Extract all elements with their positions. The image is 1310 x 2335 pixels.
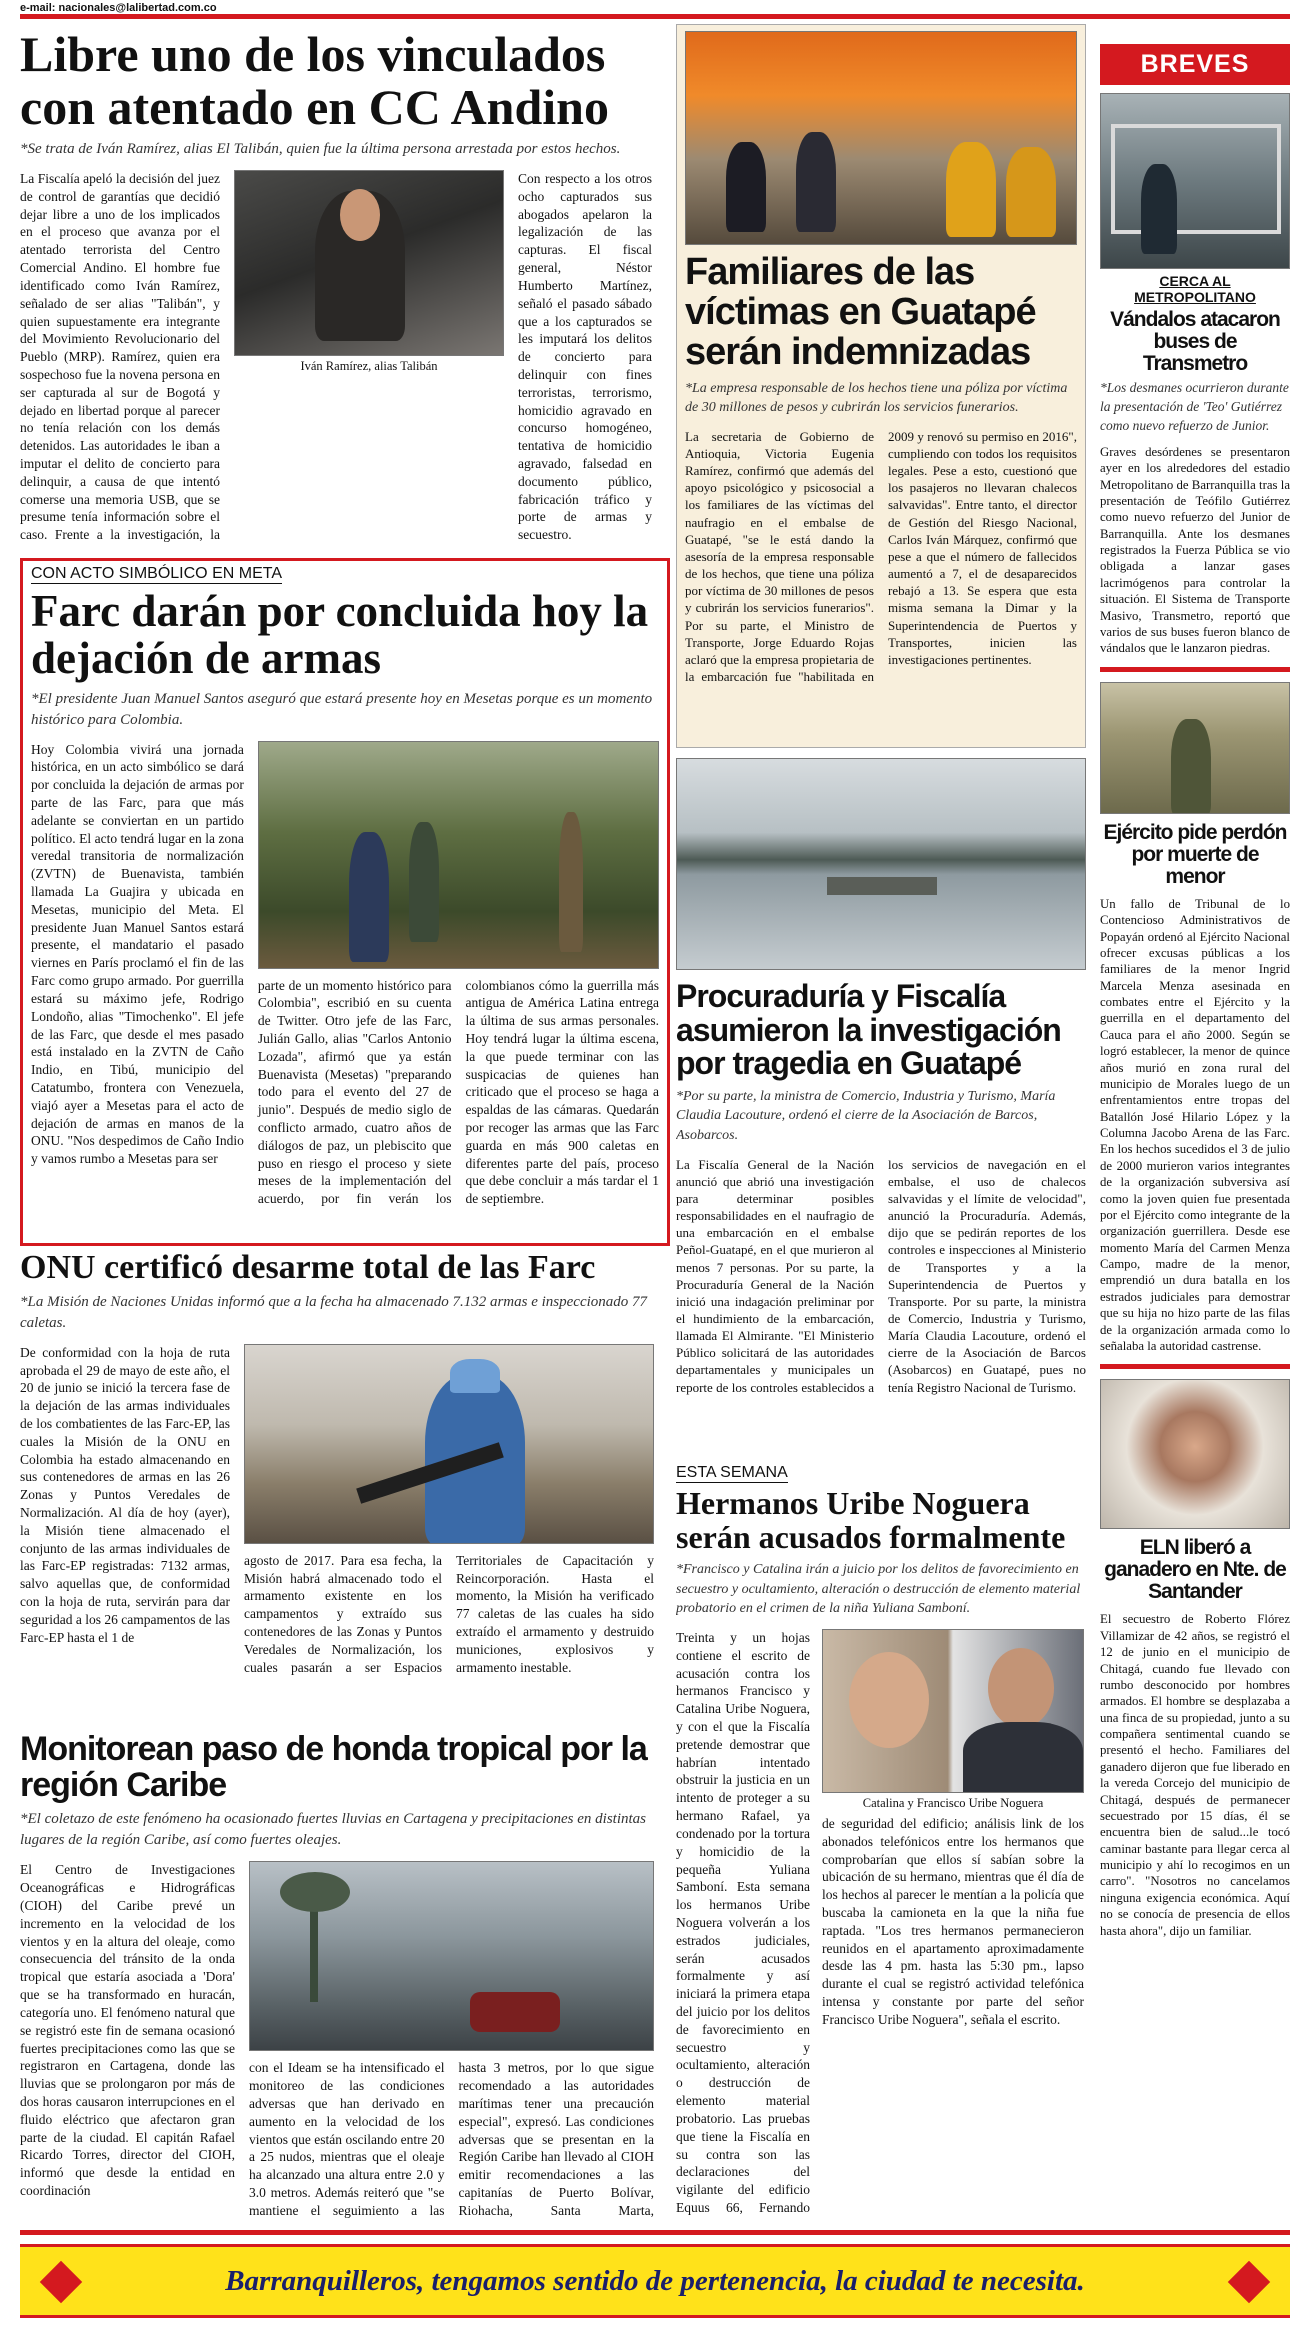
breves-divider	[1100, 667, 1290, 672]
story-lead: *La Misión de Naciones Unidas informó que a la fecha ha almacenado 7.132 armas e inspeccionado 77 caletas.	[20, 1293, 648, 1331]
story-body: La Fiscalía apeló la decisión del juez de control de garantías que decidió dejar libre a uno de los implicados en el proceso que avanza por el atentado terrorista del Centro Comercial Andino. El hombre fue identificado como Iván Ramírez, señalado de ser alias "Talibán", y quien supuestamente era integrante del Movimiento Revolucionario del Pueblo (MRP). Ramírez, quien era sospechoso fue la novena persona en ser capturada al sur de Bogotá y dejado en libertad porque al parecer no tenía relación con los demás detenidos. Las autoridades le iban a imputar el delito de concierto para delinquir, a causa de que intentó comerse una memoria USB, que se presume tenía información sobre el caso. Frente a la investigación, la	[20, 171, 220, 543]
story-lead: *Por su parte, la ministra de Comercio, Industria y Turismo, María Claudia Lacouture, ordenó el cierre de la Asociación de Barcos, Asobarcos.	[676, 1088, 1056, 1143]
story-uribe-noguera	[676, 1464, 1086, 2218]
photo-released-rancher	[1100, 1379, 1290, 1529]
breve-body: Un fallo de Tribunal de lo Contencioso Administrativos de Popayán ordenó al Ejército Nacional ofrecer excusas públicas a los familiares de la menor Ingrid Marcela Menza asesinada en combates entre el Ejército y la guerrilla en el departamento del Cauca para el año 2000. Según se logró establecer, la menor de quince años murió en zona rural del municipio de Morales luego de un enfrentamientos entre tropas del Batallón José Hilario López y la Columna Jacobo Arena de las Farc. En los hechos sucedidos el 3 de julio de 2000 murieron varios integrantes de la organización subversiva así como la joven quien fue presentada por el Ejército como integrante de la organización guerrillera. Desde ese momento María del Carmen Menza Campo, madre de la menor, emprendió un dura batalla en los estrados judiciales para demostrar que su hija no hizo parte de las filas de la organización armada como lo señalaba la autoridad castrense.	[1100, 896, 1290, 1353]
photo-transmetro-bus	[1100, 93, 1290, 269]
story-lead: *Francisco y Catalina irán a juicio por los delitos de favorecimiento en secuestro y ocultamiento, alteración o destrucción de elemento material probatorio en el crimen de la niña Yuliana Samboní.	[676, 1562, 1081, 1617]
story-body: De conformidad con la hoja de ruta aprobada el 29 de mayo de este año, el 20 de junio se inició la tercera fase de la dejación de las armas individuales de los combatientes de las Farc-EP, las cuales la Misión de la ONU en Colombia ha estado almacenando en sus contenedores de armas en las 26 Zonas y Puntos Veredales de Normalización. Al día de hoy (ayer), la Misión tiene almacenado el conjunto de las armas individuales de las Farc-EP registradas: 7132 armas, salvo aquellas que, de conformidad con la hoja de ruta, servirán para dar seguridad a los 26 campamentos de las Farc-EP hasta el 1 de	[20, 1344, 230, 1645]
story-body-continued: con el Ideam se ha intensificado el monitoreo de las condiciones adversas que han derivado en aumento en la velocidad de los vientos que están oscilando entre 20 a 25 nudos, mientras que el oleaje ha alcanzado una altura entre 2.0 y 3.0 metros. Además reiteró que "se mantiene el seguimiento a las hasta 3 metros, por lo que sigue recomendado a las autoridades marítimas tener una precaución especial", expresó. Las condiciones adversas que se presentan en la Región Caribe han llevado al CIOH emitir recomendaciones a las capitanías de Puerto Bolívar, Riohacha, Santa Marta,	[249, 2060, 654, 2218]
story-procuraduria-fiscalia	[676, 758, 1086, 1458]
story-body: Treinta y un hojas contiene el escrito de acusación contra los hermanos Francisco y Catalina Uribe Noguera, y con el que la Fiscalía pretende demostrar que habrían intentado obstruir la justicia en un intento de proteger a su hermano Rafael, ya condenado por la tortura y homicidio de la pequeña Yuliana Samboní. Esta semana los hermanos Uribe Noguera volverán a los estrados judiciales, serán acusados formalmente y así iniciará la primera etapa del juicio por los delitos de favorecimiento en secuestro y ocultamiento, alteración o destrucción de elemento material probatorio. Las pruebas que tiene la Fiscalía en su contra son las declaraciones del vigilante del edificio Equus 66, Fernando	[676, 1629, 810, 2215]
story-body-continued: Con respecto a los otros ocho capturados sus abogados apelaron la legalización de las capturas. El fiscal general, Néstor Humberto Martínez, señaló el pasado sábado que a los capturados se les imputará los delitos de concierto para delinquir con fines terroristas, terrorismo, homicidio agravado en concurso homogéneo, tentativa de homicidio agravado, falsedad en documento público, fabricación tráfico y porte de armas y secuestro.	[518, 171, 652, 543]
story-body-continued: de seguridad del edificio; análisis link de los abonados telefónicos entre los hermanos que comprobarían que ellos sí sabían sobre la ubicación de su hermano, mientras que él día de los hechos al parecer le mentían a la policía que buscaba la camioneta en la que la niña fue raptada. "Los tres hermanos permanecieron reunidos en el apartamento aproximadamente desde las 4 pm. hasta las 5:30 pm., lapso durante el cual se registró actividad telefónica intensa y constante por parte del señor Francisco Uribe Noguera", señala el escrito.	[822, 1815, 1084, 2027]
story-onu-desarme	[20, 1250, 670, 1726]
red-diamond-icon	[1228, 2261, 1270, 2303]
breve-title: ELN liberó a ganadero en Nte. de Santander	[1104, 1536, 1286, 1604]
story-title: Hermanos Uribe Noguera serán acusados formalmente	[676, 1485, 1066, 1555]
story-title: Farc darán por concluida hoy la dejación de armas	[31, 586, 649, 684]
story-lead: *La empresa responsable de los hechos tiene una póliza por víctima de 30 millones de pesos y cubrirán los servicios funerarios.	[685, 380, 1068, 416]
story-body: Hoy Colombia vivirá una jornada histórica, en un acto simbólico se dará por concluida la dejación de armas por parte de las Farc, para que más adelante se conviertan en un partido político. El acto tendrá lugar en la zona veredal transitoria de normalización (ZVTN) de Buenavista, también llamada La Guajira y ubicada en Mesetas, municipio del Meta. El presidente Juan Manuel Santos estará presente, el mandatario el pasado viernes en París proclamó el fin de las Farc como grupo armado. Por guerrilla estará su máximo jefe, Rodrigo Londoño, alias "Timochenko". El jefe de las Farc, que desde el mes pasado está instalado en la ZVTN de Caño Indio, en Tibú, municipio del Catatumbo, frontera con Venezuela, viajó ayer a Mesetas para el acto de dejación de armas en manos de la ONU. "Nos despedimos de Caño Indio y vamos rumbo a Mesetas para ser	[31, 741, 244, 1167]
breve-eln	[1100, 1379, 1290, 1939]
story-body: El Centro de Investigaciones Oceanográficas e Hidrográficas (CIOH) del Caribe prevé un incremento en la velocidad de los vientos y en la altura del oleaje, como consecuencia del tránsito de la onda tropical que estaría asociada a 'Dora' que se ha transformado en huracán, categoría uno. El fenómeno natural que se registró este fin de semana ocasionó fuertes precipitaciones como las que se registraron en Cartagena, donde las lluvias que se prolongaron por más de dos horas causaron interrupciones en el fluido eléctrico que afectaron gran parte de la ciudad. El capitán Rafael Ricardo Torres, director del CIOH, informó que desde la entidad en coordinación	[20, 1862, 235, 2198]
breve-lead: *Los desmanes ocurrieron durante la presentación de 'Teo' Gutiérrez como nuevo refuerzo de Junior.	[1100, 380, 1289, 433]
header-email: e-mail: nacionales@lalibertad.com.co	[20, 2, 217, 14]
middle-column	[676, 24, 1086, 2218]
footer-banner	[20, 2244, 1290, 2318]
photo-un-inspector	[244, 1344, 654, 1544]
breve-body: El secuestro de Roberto Flórez Villamizar de 42 años, se registró el 12 de junio en el municipio de Chitagá, cuando fue llevado con rumbo desconocido por hombres armados. El hombre se desplazaba a una finca de su propiedad, junto a su compañera sentimental cuando se presentó el hecho. Familiares del ganadero dijeron que fue liberado en la vereda Corcejo del municipio de Chitagá, después de permanecer secuestrado por 15 días, él se encuentra bien de salud...le tocó caminar bastante para llegar cerca al municipio y ahí lo recogimos en un carro". "Nosotros no cancelamos ninguna exigencia económica. Aquí no se conocía de presencia de ellos hasta ahora", dijo un familiar.	[1100, 1612, 1290, 1938]
story-title: Libre uno de los vinculados con atentado en CC Andino	[20, 26, 609, 135]
story-title: Familiares de las víctimas en Guatapé serán indemnizadas	[685, 251, 1036, 373]
photo-guatape-reservoir	[676, 758, 1086, 970]
breve-title: Ejército pide perdón por muerte de menor	[1103, 820, 1287, 888]
story-body-continued: parte de un momento histórico para Colombia", escribió en su cuenta de Twitter. Otro jefe de las Farc, Julián Gallo, alias "Carlos Antonio Lozada", afirmó que ya están Buenavista (Mesetas) "preparando todo para el evento del 27 de junio". Después de medio siglo de conflicto armado, cuatro años de diálogos de paz, un plebiscito que puso en riesgo el proceso y siete meses de la implementación del acuerdo, por fin verán los colombianos cómo la guerrilla más antigua de América Latina entrega la última de sus armas personales. Hoy tendrá lugar la última escena, la que puede terminar con las suspicacias de quienes han criticado que el proceso se haga a espaldas de las cámaras. Quedarán por recoger las armas que las Farc guarda en más 900 caletas en diferentes parte del país, proceso que debe concluir a más tardar el 1 de septiembre.	[257, 977, 659, 1207]
breve-transmetro	[1100, 93, 1290, 657]
footer-slogan: Barranquilleros, tengamos sentido de pertenencia, la ciudad te necesita.	[225, 2264, 1085, 2297]
photo-caption: Catalina y Francisco Uribe Noguera	[862, 1795, 1044, 1810]
story-body: La secretaria de Gobierno de Antioquia, Victoria Eugenia Ramírez, confirmó que además del apoyo psicológico y psicosocial a los familiares de las víctimas del naufragio en el embalse de Guatapé, "se le está dando la asesoría de la empresa responsable de los hechos, que tiene una póliza por víctima de 30 millones de pesos y cubrirán los servicios funerarios". Por su parte, el Ministro de Transporte, Jorge Eduardo Rojas aclaró que la empresa propietaria de la embarcación fue "habilitada en 2009 y renovó su permiso en 2016", cumpliendo con todos los requisitos legales. Pese a esto, cuestionó que los pasajeros no llevaran chalecos salvavidas". Entre tanto, el director de Gestión del Riesgo Nacional, Carlos Iván Márquez, confirmó que pese a que el número de fallecidos aumentó a 7, el de desaparecidos rebajó a 13. Se espera que esta misma semana la Dimar y la Superintendencia de Puertos y Transportes, inicien las investigaciones pertinentes.	[685, 428, 1077, 685]
story-lead: *El presidente Juan Manuel Santos aseguró que estará presente hoy en Mesetas porque es un momento histórico para Colombia.	[31, 690, 653, 728]
story-title: Monitorean paso de honda tropical por la región Caribe	[20, 1732, 647, 1804]
left-column	[20, 24, 670, 2218]
red-diamond-icon	[40, 2261, 82, 2303]
story-kicker: ESTA SEMANA	[676, 1464, 788, 1481]
breve-body: Graves desórdenes se presentaron ayer en los alrededores del estadio Metropolitano de Barranquilla tras la presentación de Teófilo Gutiérrez como nuevo refuerzo del Junior de Barranquilla. Ante los desmanes registrados la Fuerza Pública se vio obligada a lanzar gases lacrimógenos para controlar la situación. El Sistema de Transporte Masivo, Transmetro, reportó que varios de sus buses fueron blanco de vándalos que le lanzaron piedras.	[1100, 444, 1290, 656]
story-kicker: CON ACTO SIMBÓLICO EN META	[31, 565, 282, 582]
photo-farc-camp	[258, 741, 659, 969]
featured-story-frame	[20, 558, 670, 1246]
photo-rescue-tent	[685, 31, 1077, 245]
breves-header: BREVES	[1100, 44, 1290, 85]
breve-title: Vándalos atacaron buses de Transmetro	[1110, 308, 1280, 376]
breves-column	[1100, 24, 1290, 2218]
breve-kicker: CERCA AL METROPOLITANO	[1134, 273, 1256, 305]
story-lead: *Se trata de Iván Ramírez, alias El Talibán, quien fue la última persona arrestada por estos hechos.	[20, 141, 621, 157]
story-cc-andino	[20, 24, 670, 544]
story-title: Procuraduría y Fiscalía asumieron la investigación por tragedia en Guatapé	[676, 978, 1061, 1082]
photo-uribe-siblings	[822, 1629, 1084, 1793]
story-guatape-indemnizadas	[676, 24, 1086, 748]
header-rule	[20, 14, 1290, 19]
story-lead: *El coletazo de este fenómeno ha ocasionado fuertes lluvias en Cartagena y precipitaciones en distintas lugares de la región Caribe, así como fuertes oleajes.	[20, 1811, 647, 1849]
photo-soldiers	[1100, 682, 1290, 814]
photo-rainy-street	[249, 1861, 654, 2051]
breves-divider	[1100, 1364, 1290, 1369]
story-body: La Fiscalía General de la Nación anunció que abrió una investigación para determinar posibles responsabilidades en el naufragio de una embarcación en el embalse Peñol-Guatapé, en el que murieron al menos 7 personas. Por su parte, la Procuraduría General de la Nación inició una indagación preliminar por el hundimiento de la embarcación, llamada El Almirante. "El Ministerio Público solicitará de las autoridades departamentales y municipales un reporte de los controles establecidos a los servicios de navegación en el embalse, el uso de chalecos salvavidas y el límite de velocidad", anunció la Procuraduría. Además, dijo que se pedirán reportes de los controles e inspecciones al Ministerio de Transportes y a la Superintendencia de Puertos y Transporte. Por su parte, la ministra de Comercio, Industria y Turismo, María Claudia Lacouture, ordenó el cierre de la Asociación de Barcos (Asobarcos) en Guatapé, pues no tenía Registro Nacional de Turismo.	[676, 1156, 1086, 1395]
photo-ivan-ramirez	[234, 170, 504, 356]
story-title: ONU certificó desarme total de las Farc	[20, 1250, 596, 1286]
story-farc-dejacion	[23, 561, 667, 1212]
breve-ejercito	[1100, 682, 1290, 1355]
footer-rule	[20, 2230, 1290, 2235]
story-onda-tropical	[20, 1732, 670, 2218]
photo-caption: Iván Ramírez, alias Talibán	[300, 359, 438, 373]
story-body-continued: agosto de 2017. Para esa fecha, la Misión habrá almacenado todo el armamento existente en los campamentos y extraído sus contenedores de las Zonas y Puntos Veredales de Normalización, los cuales pasarán a ser Espacios Territoriales de Capacitación y Reincorporación. Hasta el momento, la Misión ha verificado 77 caletas de las cuales ha sido extraído el armamento y destruido municiones, explosivos y armamento inestable.	[244, 1552, 654, 1675]
